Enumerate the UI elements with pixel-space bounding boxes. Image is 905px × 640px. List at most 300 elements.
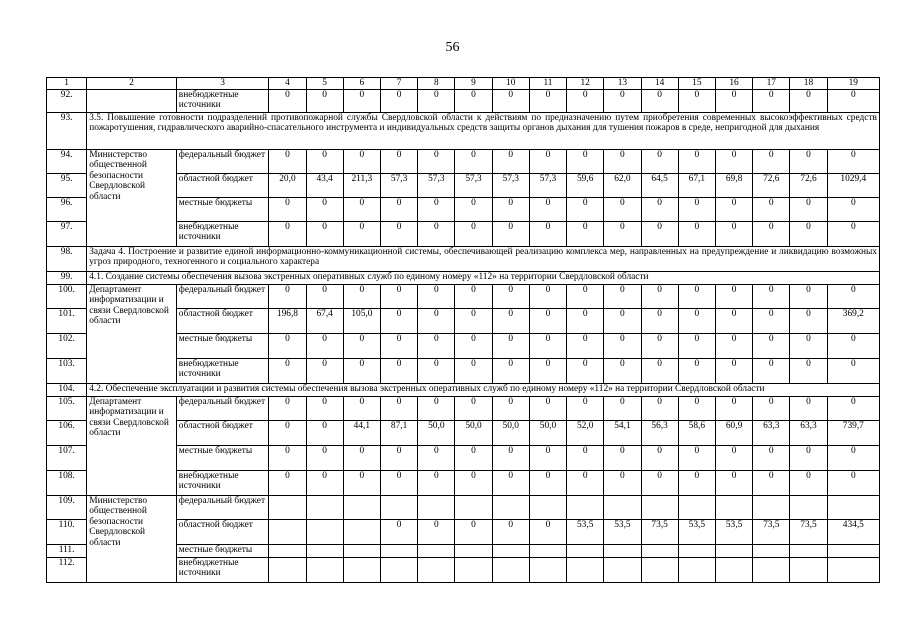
value-cell: 73,5 bbox=[641, 519, 678, 544]
value-cell: 0 bbox=[790, 333, 827, 358]
value-cell bbox=[567, 495, 604, 519]
value-cell: 0 bbox=[492, 333, 529, 358]
value-cell: 57,3 bbox=[418, 173, 455, 197]
value-cell: 0 bbox=[753, 89, 790, 112]
value-cell: 0 bbox=[455, 89, 492, 112]
value-cell: 0 bbox=[753, 221, 790, 246]
value-cell: 53,5 bbox=[715, 519, 752, 544]
value-cell: 0 bbox=[306, 89, 343, 112]
value-cell: 57,3 bbox=[492, 173, 529, 197]
value-cell: 0 bbox=[827, 221, 879, 246]
table-row bbox=[47, 495, 880, 519]
value-cell: 0 bbox=[641, 89, 678, 112]
column-header: 12 bbox=[567, 78, 604, 90]
value-cell: 0 bbox=[604, 284, 641, 308]
value-cell: 0 bbox=[529, 358, 566, 383]
funding-source: местные бюджеты bbox=[176, 445, 269, 470]
value-cell: 0 bbox=[567, 358, 604, 383]
value-cell: 0 bbox=[715, 308, 752, 333]
value-cell: 0 bbox=[529, 149, 566, 173]
value-cell: 0 bbox=[715, 470, 752, 495]
value-cell: 0 bbox=[790, 89, 827, 112]
value-cell: 0 bbox=[269, 89, 306, 112]
value-cell bbox=[418, 495, 455, 519]
value-cell: 0 bbox=[269, 470, 306, 495]
value-cell: 0 bbox=[269, 445, 306, 470]
value-cell: 0 bbox=[380, 396, 417, 420]
value-cell: 50,0 bbox=[455, 420, 492, 445]
value-cell: 369,2 bbox=[827, 308, 879, 333]
value-cell: 0 bbox=[604, 470, 641, 495]
value-cell bbox=[604, 495, 641, 519]
value-cell bbox=[306, 557, 343, 582]
value-cell: 0 bbox=[715, 284, 752, 308]
value-cell: 43,4 bbox=[306, 173, 343, 197]
value-cell: 0 bbox=[380, 221, 417, 246]
table-row bbox=[47, 396, 880, 420]
value-cell: 72,6 bbox=[790, 173, 827, 197]
value-cell: 0 bbox=[604, 333, 641, 358]
value-cell bbox=[753, 495, 790, 519]
value-cell bbox=[455, 557, 492, 582]
value-cell bbox=[380, 557, 417, 582]
value-cell: 53,5 bbox=[604, 519, 641, 544]
value-cell: 0 bbox=[380, 358, 417, 383]
row-number: 102. bbox=[47, 333, 87, 358]
page-number: 56 bbox=[445, 40, 460, 55]
value-cell: 0 bbox=[604, 221, 641, 246]
value-cell: 0 bbox=[827, 333, 879, 358]
row-number: 93. bbox=[47, 112, 87, 149]
value-cell bbox=[678, 544, 715, 557]
value-cell: 0 bbox=[790, 396, 827, 420]
value-cell: 0 bbox=[492, 519, 529, 544]
value-cell bbox=[492, 557, 529, 582]
value-cell: 0 bbox=[678, 445, 715, 470]
value-cell: 0 bbox=[492, 149, 529, 173]
column-header: 1 bbox=[47, 78, 87, 90]
value-cell: 196,8 bbox=[269, 308, 306, 333]
org-cell bbox=[87, 89, 177, 112]
value-cell: 0 bbox=[567, 149, 604, 173]
value-cell bbox=[455, 544, 492, 557]
value-cell: 67,4 bbox=[306, 308, 343, 333]
column-header: 16 bbox=[715, 78, 752, 90]
column-header: 18 bbox=[790, 78, 827, 90]
value-cell: 0 bbox=[343, 358, 380, 383]
value-cell: 0 bbox=[492, 89, 529, 112]
value-cell bbox=[492, 544, 529, 557]
column-header: 4 bbox=[269, 78, 306, 90]
value-cell: 0 bbox=[455, 358, 492, 383]
row-number: 111. bbox=[47, 544, 87, 557]
budget-table bbox=[46, 77, 880, 583]
value-cell: 53,5 bbox=[567, 519, 604, 544]
value-cell: 73,5 bbox=[753, 519, 790, 544]
value-cell: 0 bbox=[567, 333, 604, 358]
value-cell: 0 bbox=[343, 221, 380, 246]
value-cell: 0 bbox=[715, 149, 752, 173]
value-cell: 0 bbox=[343, 333, 380, 358]
value-cell: 0 bbox=[529, 445, 566, 470]
value-cell bbox=[269, 495, 306, 519]
value-cell: 0 bbox=[492, 445, 529, 470]
row-number: 107. bbox=[47, 445, 87, 470]
value-cell: 0 bbox=[678, 396, 715, 420]
value-cell: 58,6 bbox=[678, 420, 715, 445]
value-cell bbox=[343, 557, 380, 582]
value-cell: 0 bbox=[455, 221, 492, 246]
value-cell: 0 bbox=[529, 308, 566, 333]
value-cell: 739,7 bbox=[827, 420, 879, 445]
value-cell bbox=[529, 544, 566, 557]
value-cell: 0 bbox=[790, 308, 827, 333]
column-header: 13 bbox=[604, 78, 641, 90]
value-cell: 0 bbox=[343, 284, 380, 308]
value-cell: 63,3 bbox=[753, 420, 790, 445]
funding-source: областной бюджет bbox=[176, 173, 269, 197]
value-cell bbox=[418, 544, 455, 557]
value-cell bbox=[529, 495, 566, 519]
value-cell: 0 bbox=[678, 89, 715, 112]
value-cell: 0 bbox=[753, 396, 790, 420]
value-cell: 0 bbox=[827, 358, 879, 383]
value-cell: 73,5 bbox=[790, 519, 827, 544]
value-cell: 1029,4 bbox=[827, 173, 879, 197]
responsible-org: Департамент информатизации и связи Свердловской области bbox=[87, 396, 177, 495]
column-header: 6 bbox=[343, 78, 380, 90]
value-cell bbox=[604, 557, 641, 582]
value-cell: 59,6 bbox=[567, 173, 604, 197]
value-cell: 0 bbox=[418, 89, 455, 112]
value-cell bbox=[790, 557, 827, 582]
value-cell: 0 bbox=[567, 197, 604, 221]
value-cell: 0 bbox=[567, 445, 604, 470]
value-cell: 0 bbox=[492, 308, 529, 333]
table-row bbox=[47, 246, 880, 271]
value-cell: 0 bbox=[678, 333, 715, 358]
value-cell: 0 bbox=[604, 149, 641, 173]
value-cell: 0 bbox=[306, 420, 343, 445]
value-cell: 0 bbox=[380, 333, 417, 358]
value-cell: 52,0 bbox=[567, 420, 604, 445]
value-cell: 50,0 bbox=[418, 420, 455, 445]
value-cell: 0 bbox=[455, 308, 492, 333]
value-cell: 0 bbox=[343, 89, 380, 112]
value-cell: 434,5 bbox=[827, 519, 879, 544]
value-cell bbox=[306, 495, 343, 519]
value-cell: 64,5 bbox=[641, 173, 678, 197]
value-cell bbox=[269, 557, 306, 582]
value-cell: 0 bbox=[753, 333, 790, 358]
value-cell: 0 bbox=[715, 445, 752, 470]
funding-source: внебюджетные источники bbox=[176, 358, 269, 383]
row-number: 104. bbox=[47, 383, 87, 396]
value-cell: 0 bbox=[380, 308, 417, 333]
row-number: 98. bbox=[47, 246, 87, 271]
funding-source: федеральный бюджет bbox=[176, 284, 269, 308]
value-cell: 0 bbox=[753, 308, 790, 333]
column-header: 7 bbox=[380, 78, 417, 90]
column-header: 19 bbox=[827, 78, 879, 90]
row-number: 108. bbox=[47, 470, 87, 495]
row-number: 101. bbox=[47, 308, 87, 333]
row-number: 95. bbox=[47, 173, 87, 197]
value-cell: 0 bbox=[306, 470, 343, 495]
value-cell: 0 bbox=[455, 445, 492, 470]
value-cell: 0 bbox=[790, 197, 827, 221]
value-cell: 0 bbox=[418, 308, 455, 333]
value-cell: 0 bbox=[492, 358, 529, 383]
value-cell: 0 bbox=[753, 197, 790, 221]
value-cell: 0 bbox=[380, 519, 417, 544]
responsible-org: Департамент информатизации и связи Свердловской области bbox=[87, 284, 177, 383]
table-row bbox=[47, 383, 880, 396]
value-cell bbox=[343, 495, 380, 519]
value-cell: 0 bbox=[380, 197, 417, 221]
value-cell: 44,1 bbox=[343, 420, 380, 445]
column-header: 3 bbox=[176, 78, 269, 90]
funding-source: местные бюджеты bbox=[176, 197, 269, 221]
value-cell: 0 bbox=[604, 89, 641, 112]
value-cell: 105,0 bbox=[343, 308, 380, 333]
value-cell: 0 bbox=[678, 470, 715, 495]
value-cell: 0 bbox=[604, 358, 641, 383]
value-cell: 0 bbox=[529, 197, 566, 221]
value-cell bbox=[641, 495, 678, 519]
value-cell bbox=[306, 544, 343, 557]
value-cell: 0 bbox=[678, 358, 715, 383]
value-cell: 0 bbox=[678, 149, 715, 173]
value-cell: 0 bbox=[418, 149, 455, 173]
value-cell: 0 bbox=[269, 149, 306, 173]
funding-source: федеральный бюджет bbox=[176, 149, 269, 173]
value-cell: 0 bbox=[455, 470, 492, 495]
value-cell: 54,1 bbox=[604, 420, 641, 445]
column-header: 9 bbox=[455, 78, 492, 90]
value-cell: 0 bbox=[567, 221, 604, 246]
value-cell: 0 bbox=[790, 470, 827, 495]
value-cell bbox=[641, 544, 678, 557]
value-cell: 0 bbox=[306, 284, 343, 308]
value-cell: 0 bbox=[790, 445, 827, 470]
value-cell: 0 bbox=[343, 445, 380, 470]
funding-source: федеральный бюджет bbox=[176, 495, 269, 519]
value-cell: 0 bbox=[567, 89, 604, 112]
value-cell: 0 bbox=[418, 445, 455, 470]
value-cell: 0 bbox=[269, 197, 306, 221]
value-cell: 0 bbox=[529, 89, 566, 112]
value-cell: 0 bbox=[715, 333, 752, 358]
value-cell: 0 bbox=[715, 396, 752, 420]
value-cell: 0 bbox=[418, 396, 455, 420]
funding-source: областной бюджет bbox=[176, 420, 269, 445]
value-cell: 57,3 bbox=[455, 173, 492, 197]
value-cell: 0 bbox=[455, 284, 492, 308]
value-cell: 0 bbox=[715, 197, 752, 221]
value-cell: 0 bbox=[678, 284, 715, 308]
row-number: 105. bbox=[47, 396, 87, 420]
value-cell bbox=[269, 519, 306, 544]
row-number: 109. bbox=[47, 495, 87, 519]
value-cell: 0 bbox=[306, 396, 343, 420]
value-cell: 0 bbox=[567, 470, 604, 495]
value-cell: 0 bbox=[529, 333, 566, 358]
value-cell: 0 bbox=[529, 470, 566, 495]
funding-source: федеральный бюджет bbox=[176, 396, 269, 420]
value-cell: 0 bbox=[455, 149, 492, 173]
table-row bbox=[47, 284, 880, 308]
value-cell: 0 bbox=[343, 470, 380, 495]
value-cell bbox=[715, 557, 752, 582]
value-cell: 0 bbox=[827, 470, 879, 495]
table-row bbox=[47, 112, 880, 149]
value-cell bbox=[380, 544, 417, 557]
value-cell: 0 bbox=[455, 197, 492, 221]
value-cell: 0 bbox=[641, 445, 678, 470]
value-cell bbox=[455, 495, 492, 519]
value-cell bbox=[678, 557, 715, 582]
value-cell: 0 bbox=[306, 221, 343, 246]
section-title: Задача 4. Построение и развитие единой информационно-коммуникационной системы, обеспечивающей реализацию комплекса мер, направленных на предупреждение и ликвидацию возможных угроз природного, техногенного и социального характера bbox=[87, 246, 880, 271]
funding-source: местные бюджеты bbox=[176, 333, 269, 358]
value-cell: 0 bbox=[641, 284, 678, 308]
value-cell: 0 bbox=[492, 284, 529, 308]
value-cell: 0 bbox=[418, 358, 455, 383]
value-cell: 0 bbox=[306, 445, 343, 470]
value-cell bbox=[567, 544, 604, 557]
section-title: 4.2. Обеспечение эксплуатации и развития системы обеспечения вызова экстренных оперативных служб по единому номеру «112» на территории Свердловской области bbox=[87, 383, 880, 396]
value-cell: 0 bbox=[604, 396, 641, 420]
value-cell: 0 bbox=[641, 333, 678, 358]
value-cell: 0 bbox=[492, 197, 529, 221]
value-cell: 0 bbox=[418, 333, 455, 358]
value-cell: 0 bbox=[567, 308, 604, 333]
value-cell: 0 bbox=[492, 396, 529, 420]
value-cell: 0 bbox=[380, 149, 417, 173]
table-row bbox=[47, 89, 880, 112]
value-cell bbox=[827, 495, 879, 519]
value-cell: 0 bbox=[715, 358, 752, 383]
value-cell: 0 bbox=[641, 197, 678, 221]
value-cell bbox=[269, 544, 306, 557]
funding-source: местные бюджеты bbox=[176, 544, 269, 557]
funding-source: внебюджетные источники bbox=[176, 470, 269, 495]
funding-source: внебюджетные источники bbox=[176, 221, 269, 246]
value-cell: 0 bbox=[790, 358, 827, 383]
value-cell bbox=[790, 544, 827, 557]
column-header: 11 bbox=[529, 78, 566, 90]
value-cell: 60,9 bbox=[715, 420, 752, 445]
value-cell: 0 bbox=[269, 420, 306, 445]
header-row bbox=[47, 78, 880, 90]
value-cell: 56,3 bbox=[641, 420, 678, 445]
section-title: 3.5. Повышение готовности подразделений противопожарной службы Свердловской области к действиям по предназначению путем приобретения современных высокоэффективных средств пожаротушения, гидравлического аварийно-спасательного инструмента и индивидуальных средств защиты органов дыхания для тушения пожаров в среде, непригодной для дыхания bbox=[87, 112, 880, 149]
value-cell: 87,1 bbox=[380, 420, 417, 445]
value-cell bbox=[827, 544, 879, 557]
value-cell bbox=[343, 544, 380, 557]
value-cell: 0 bbox=[418, 197, 455, 221]
row-number: 97. bbox=[47, 221, 87, 246]
value-cell: 0 bbox=[455, 396, 492, 420]
table-row bbox=[47, 149, 880, 173]
row-number: 99. bbox=[47, 271, 87, 284]
value-cell: 0 bbox=[753, 149, 790, 173]
value-cell: 0 bbox=[753, 284, 790, 308]
funding-source: внебюджетные источники bbox=[176, 557, 269, 582]
value-cell: 53,5 bbox=[678, 519, 715, 544]
value-cell: 0 bbox=[790, 149, 827, 173]
value-cell: 0 bbox=[604, 308, 641, 333]
value-cell: 0 bbox=[343, 396, 380, 420]
row-number: 110. bbox=[47, 519, 87, 544]
value-cell bbox=[529, 557, 566, 582]
value-cell: 0 bbox=[306, 197, 343, 221]
value-cell: 0 bbox=[678, 221, 715, 246]
funding-source: областной бюджет bbox=[176, 519, 269, 544]
value-cell bbox=[306, 519, 343, 544]
value-cell: 0 bbox=[678, 308, 715, 333]
value-cell: 57,3 bbox=[380, 173, 417, 197]
value-cell: 0 bbox=[269, 284, 306, 308]
value-cell: 0 bbox=[715, 89, 752, 112]
value-cell: 0 bbox=[269, 396, 306, 420]
value-cell: 0 bbox=[492, 470, 529, 495]
value-cell: 0 bbox=[753, 358, 790, 383]
value-cell: 0 bbox=[529, 519, 566, 544]
value-cell: 57,3 bbox=[529, 173, 566, 197]
value-cell bbox=[641, 557, 678, 582]
value-cell: 0 bbox=[604, 197, 641, 221]
value-cell bbox=[790, 495, 827, 519]
value-cell: 0 bbox=[827, 396, 879, 420]
value-cell: 0 bbox=[641, 221, 678, 246]
value-cell: 0 bbox=[641, 396, 678, 420]
responsible-org: Министерство общественной безопасности Свердловской области bbox=[87, 149, 177, 246]
row-number: 94. bbox=[47, 149, 87, 173]
column-header: 10 bbox=[492, 78, 529, 90]
value-cell: 0 bbox=[269, 333, 306, 358]
value-cell: 0 bbox=[827, 197, 879, 221]
value-cell bbox=[380, 495, 417, 519]
value-cell: 0 bbox=[455, 333, 492, 358]
row-number: 106. bbox=[47, 420, 87, 445]
value-cell: 72,6 bbox=[753, 173, 790, 197]
value-cell: 0 bbox=[753, 445, 790, 470]
value-cell: 0 bbox=[641, 470, 678, 495]
value-cell: 0 bbox=[455, 519, 492, 544]
column-header: 15 bbox=[678, 78, 715, 90]
value-cell bbox=[418, 557, 455, 582]
value-cell: 67,1 bbox=[678, 173, 715, 197]
value-cell: 0 bbox=[790, 284, 827, 308]
value-cell: 0 bbox=[269, 358, 306, 383]
value-cell bbox=[492, 495, 529, 519]
value-cell bbox=[753, 557, 790, 582]
table-row bbox=[47, 271, 880, 284]
responsible-org: Министерство общественной безопасности Свердловской области bbox=[87, 495, 177, 582]
value-cell: 0 bbox=[380, 470, 417, 495]
value-cell: 0 bbox=[306, 358, 343, 383]
value-cell: 0 bbox=[827, 445, 879, 470]
value-cell: 211,3 bbox=[343, 173, 380, 197]
value-cell: 0 bbox=[306, 333, 343, 358]
value-cell: 0 bbox=[567, 284, 604, 308]
value-cell: 0 bbox=[306, 149, 343, 173]
value-cell: 0 bbox=[641, 149, 678, 173]
value-cell: 0 bbox=[567, 396, 604, 420]
value-cell bbox=[343, 519, 380, 544]
